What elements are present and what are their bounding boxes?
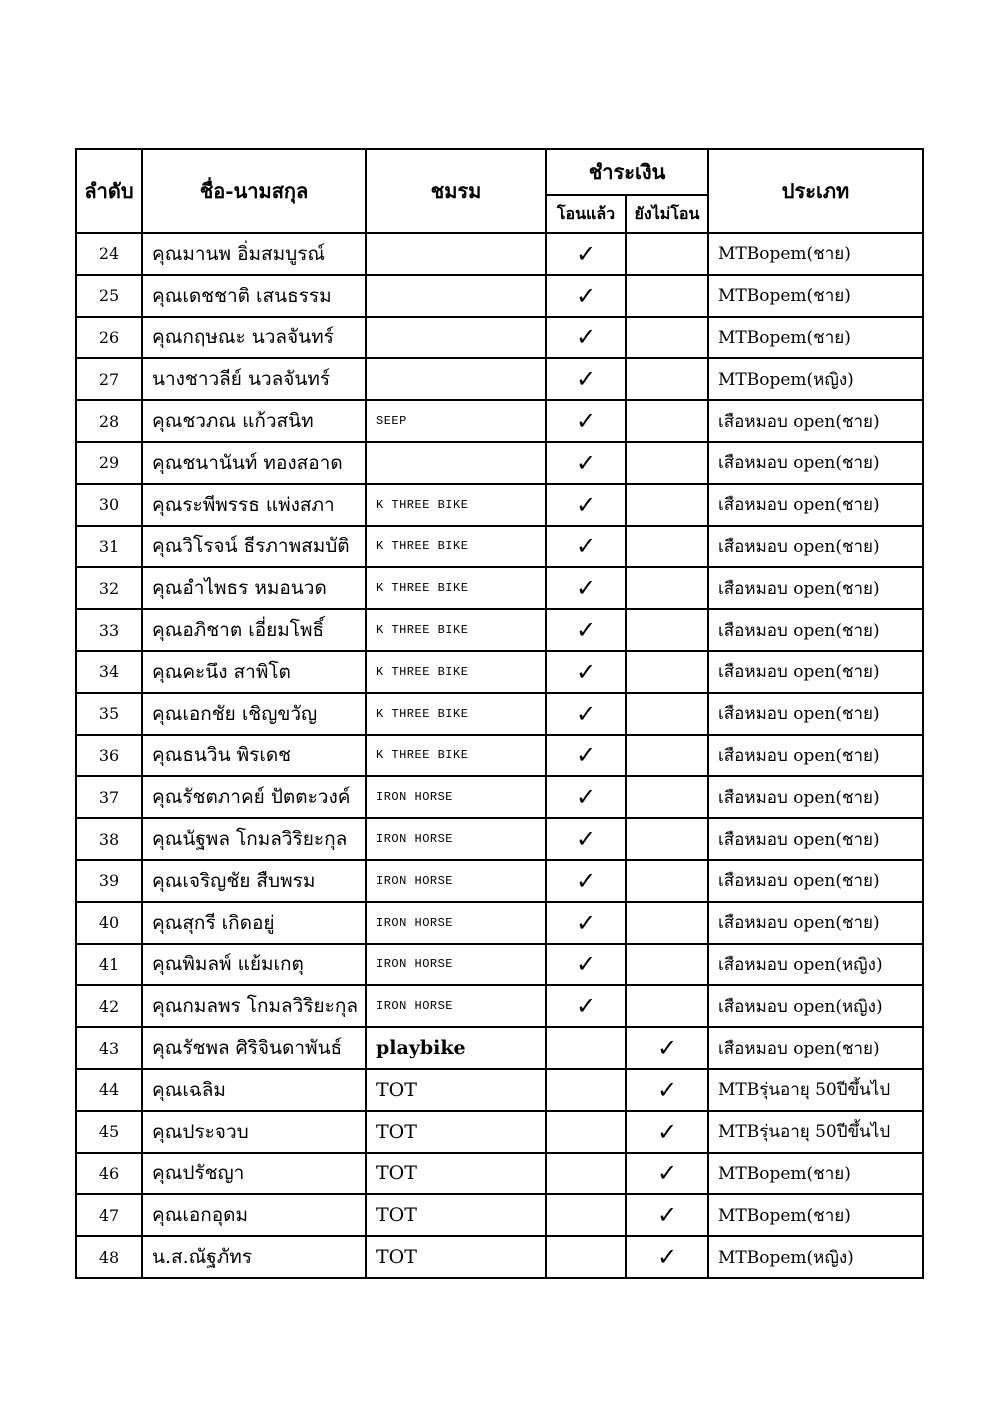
paid-check-cell: ✓ [546,860,626,902]
unpaid-check-cell [626,317,708,359]
paid-check-cell [546,1069,626,1111]
row-number-cell: 29 [76,442,142,484]
club-cell: K THREE BIKE [366,484,546,526]
club-cell: K THREE BIKE [366,693,546,735]
unpaid-check-cell [626,693,708,735]
club-cell: IRON HORSE [366,860,546,902]
category-cell: เสือหมอบ open(ชาย) [708,442,923,484]
unpaid-check-cell [626,275,708,317]
name-cell: คุณรัชตภาคย์ ปัตตะวงค์ [142,776,366,818]
name-cell: คุณอภิชาต เอี่ยมโพธิ์ [142,609,366,651]
table-row [76,317,923,359]
name-cell: คุณนัฐพล โกมลวิริยะกุล [142,818,366,860]
name-cell: คุณวิโรจน์ ธีรภาพสมบัติ [142,526,366,568]
category-cell: MTBopem(ชาย) [708,275,923,317]
category-cell: เสือหมอบ open(ชาย) [708,609,923,651]
unpaid-check-cell [626,358,708,400]
category-cell: MTBopem(ชาย) [708,233,923,275]
paid-check-cell: ✓ [546,776,626,818]
paid-check-cell: ✓ [546,484,626,526]
name-cell: คุณเอกอุดม [142,1194,366,1236]
name-cell: คุณธนวิน พิรเดช [142,735,366,777]
unpaid-check-cell [626,985,708,1027]
name-cell: คุณชวภณ แก้วสนิท [142,400,366,442]
unpaid-check-cell [626,776,708,818]
unpaid-check-cell [626,400,708,442]
club-cell: TOT [366,1236,546,1278]
category-cell: เสือหมอบ open(หญิง) [708,985,923,1027]
table-row [76,1194,923,1236]
row-number-cell: 32 [76,567,142,609]
table-row [76,944,923,986]
paid-check-cell: ✓ [546,317,626,359]
row-number-cell: 40 [76,902,142,944]
unpaid-check-cell [626,902,708,944]
club-cell: K THREE BIKE [366,651,546,693]
club-cell [366,317,546,359]
category-cell: MTBopem(ชาย) [708,317,923,359]
paid-check-cell: ✓ [546,567,626,609]
name-cell: คุณสุกรี เกิดอยู่ [142,902,366,944]
name-cell: คุณปรัชญา [142,1153,366,1195]
name-cell: คุณพิมลพ์ แย้มเกตุ [142,944,366,986]
unpaid-check-cell [626,484,708,526]
paid-check-cell [546,1153,626,1195]
category-cell: เสือหมอบ open(หญิง) [708,944,923,986]
row-number-cell: 42 [76,985,142,1027]
club-cell: K THREE BIKE [366,735,546,777]
unpaid-check-cell: ✓ [626,1153,708,1195]
club-cell: playbike [366,1027,546,1069]
paid-check-cell [546,1236,626,1278]
registration-table [75,148,924,1279]
paid-check-cell: ✓ [546,609,626,651]
table-body [76,233,923,1278]
unpaid-check-cell [626,442,708,484]
table-row [76,233,923,275]
unpaid-check-cell: ✓ [626,1027,708,1069]
name-cell: คุณเอกชัย เชิญขวัญ [142,693,366,735]
paid-check-cell: ✓ [546,442,626,484]
club-cell: IRON HORSE [366,944,546,986]
name-cell: คุณชนานันท์ ทองสอาด [142,442,366,484]
paid-check-cell: ✓ [546,985,626,1027]
table-row [76,735,923,777]
row-number-cell: 26 [76,317,142,359]
table-row [76,609,923,651]
row-number-cell: 24 [76,233,142,275]
table-row [76,651,923,693]
name-cell: น.ส.ณัฐภัทร [142,1236,366,1278]
club-cell: IRON HORSE [366,776,546,818]
category-cell: เสือหมอบ open(ชาย) [708,651,923,693]
table-row [76,484,923,526]
row-number-cell: 46 [76,1153,142,1195]
table-row [76,1236,923,1278]
club-cell: K THREE BIKE [366,567,546,609]
category-cell: เสือหมอบ open(ชาย) [708,526,923,568]
row-number-cell: 37 [76,776,142,818]
header-unpaid: ยังไม่โอน [626,195,708,233]
category-cell: เสือหมอบ open(ชาย) [708,693,923,735]
table-row [76,776,923,818]
paid-check-cell [546,1194,626,1236]
paid-check-cell: ✓ [546,233,626,275]
header-name: ชื่อ-นามสกุล [142,149,366,233]
category-cell: เสือหมอบ open(ชาย) [708,860,923,902]
header-no: ลำดับ [76,149,142,233]
table-row [76,693,923,735]
unpaid-check-cell [626,526,708,568]
club-cell: TOT [366,1069,546,1111]
paid-check-cell: ✓ [546,275,626,317]
club-cell [366,442,546,484]
unpaid-check-cell: ✓ [626,1236,708,1278]
unpaid-check-cell: ✓ [626,1111,708,1153]
row-number-cell: 27 [76,358,142,400]
name-cell: คุณระพีพรรธ แพ่งสภา [142,484,366,526]
name-cell: คุณประจวบ [142,1111,366,1153]
unpaid-check-cell: ✓ [626,1069,708,1111]
name-cell: คุณมานพ อิ่มสมบูรณ์ [142,233,366,275]
category-cell: MTBopem(ชาย) [708,1194,923,1236]
category-cell: MTBรุ่นอายุ 50ปีขึ้นไป [708,1111,923,1153]
table-header [76,149,923,233]
category-cell: เสือหมอบ open(ชาย) [708,567,923,609]
table-row [76,358,923,400]
paid-check-cell: ✓ [546,651,626,693]
table-row [76,400,923,442]
unpaid-check-cell [626,860,708,902]
table-row [76,985,923,1027]
header-club: ชมรม [366,149,546,233]
row-number-cell: 39 [76,860,142,902]
table-row [76,1027,923,1069]
table-row [76,1069,923,1111]
paid-check-cell: ✓ [546,358,626,400]
category-cell: เสือหมอบ open(ชาย) [708,1027,923,1069]
club-cell: TOT [366,1194,546,1236]
club-cell: IRON HORSE [366,818,546,860]
category-cell: เสือหมอบ open(ชาย) [708,902,923,944]
club-cell [366,358,546,400]
unpaid-check-cell [626,609,708,651]
paid-check-cell [546,1111,626,1153]
paid-check-cell: ✓ [546,818,626,860]
table-row [76,1153,923,1195]
row-number-cell: 48 [76,1236,142,1278]
row-number-cell: 43 [76,1027,142,1069]
name-cell: คุณคะนึง สาพิโต [142,651,366,693]
row-number-cell: 30 [76,484,142,526]
row-number-cell: 41 [76,944,142,986]
row-number-cell: 45 [76,1111,142,1153]
row-number-cell: 34 [76,651,142,693]
header-payment: ชำระเงิน [546,149,708,195]
category-cell: MTBopem(หญิง) [708,358,923,400]
name-cell: คุณเฉลิม [142,1069,366,1111]
unpaid-check-cell [626,567,708,609]
row-number-cell: 38 [76,818,142,860]
row-number-cell: 47 [76,1194,142,1236]
name-cell: นางชาวลีย์ นวลจันทร์ [142,358,366,400]
name-cell: คุณเจริญชัย สืบพรม [142,860,366,902]
category-cell: เสือหมอบ open(ชาย) [708,484,923,526]
paid-check-cell: ✓ [546,526,626,568]
unpaid-check-cell [626,233,708,275]
paid-check-cell: ✓ [546,902,626,944]
name-cell: คุณกมลพร โกมลวิริยะกุล [142,985,366,1027]
table-row [76,902,923,944]
row-number-cell: 25 [76,275,142,317]
table-row [76,275,923,317]
club-cell: SEEP [366,400,546,442]
header-category: ประเภท [708,149,923,233]
table-row [76,567,923,609]
category-cell: เสือหมอบ open(ชาย) [708,818,923,860]
unpaid-check-cell [626,944,708,986]
paid-check-cell: ✓ [546,693,626,735]
row-number-cell: 35 [76,693,142,735]
club-cell: TOT [366,1153,546,1195]
category-cell: MTBopem(หญิง) [708,1236,923,1278]
name-cell: คุณกฤษณะ นวลจันทร์ [142,317,366,359]
table-row [76,526,923,568]
unpaid-check-cell [626,818,708,860]
row-number-cell: 33 [76,609,142,651]
name-cell: คุณเดชชาติ เสนธรรม [142,275,366,317]
name-cell: คุณอำไพธร หมอนวด [142,567,366,609]
name-cell: คุณรัชพล ศิริจินดาพันธ์ [142,1027,366,1069]
unpaid-check-cell: ✓ [626,1194,708,1236]
club-cell [366,275,546,317]
category-cell: เสือหมอบ open(ชาย) [708,776,923,818]
category-cell: MTBรุ่นอายุ 50ปีขึ้นไป [708,1069,923,1111]
row-number-cell: 44 [76,1069,142,1111]
club-cell: K THREE BIKE [366,526,546,568]
row-number-cell: 36 [76,735,142,777]
table-row [76,860,923,902]
paid-check-cell: ✓ [546,735,626,777]
table-row [76,818,923,860]
unpaid-check-cell [626,651,708,693]
club-cell: IRON HORSE [366,985,546,1027]
paid-check-cell: ✓ [546,400,626,442]
club-cell: K THREE BIKE [366,609,546,651]
row-number-cell: 31 [76,526,142,568]
table-row [76,442,923,484]
header-paid: โอนแล้ว [546,195,626,233]
table-row [76,1111,923,1153]
club-cell: TOT [366,1111,546,1153]
row-number-cell: 28 [76,400,142,442]
paid-check-cell: ✓ [546,944,626,986]
club-cell: IRON HORSE [366,902,546,944]
category-cell: MTBopem(ชาย) [708,1153,923,1195]
club-cell [366,233,546,275]
category-cell: เสือหมอบ open(ชาย) [708,735,923,777]
unpaid-check-cell [626,735,708,777]
category-cell: เสือหมอบ open(ชาย) [708,400,923,442]
paid-check-cell [546,1027,626,1069]
